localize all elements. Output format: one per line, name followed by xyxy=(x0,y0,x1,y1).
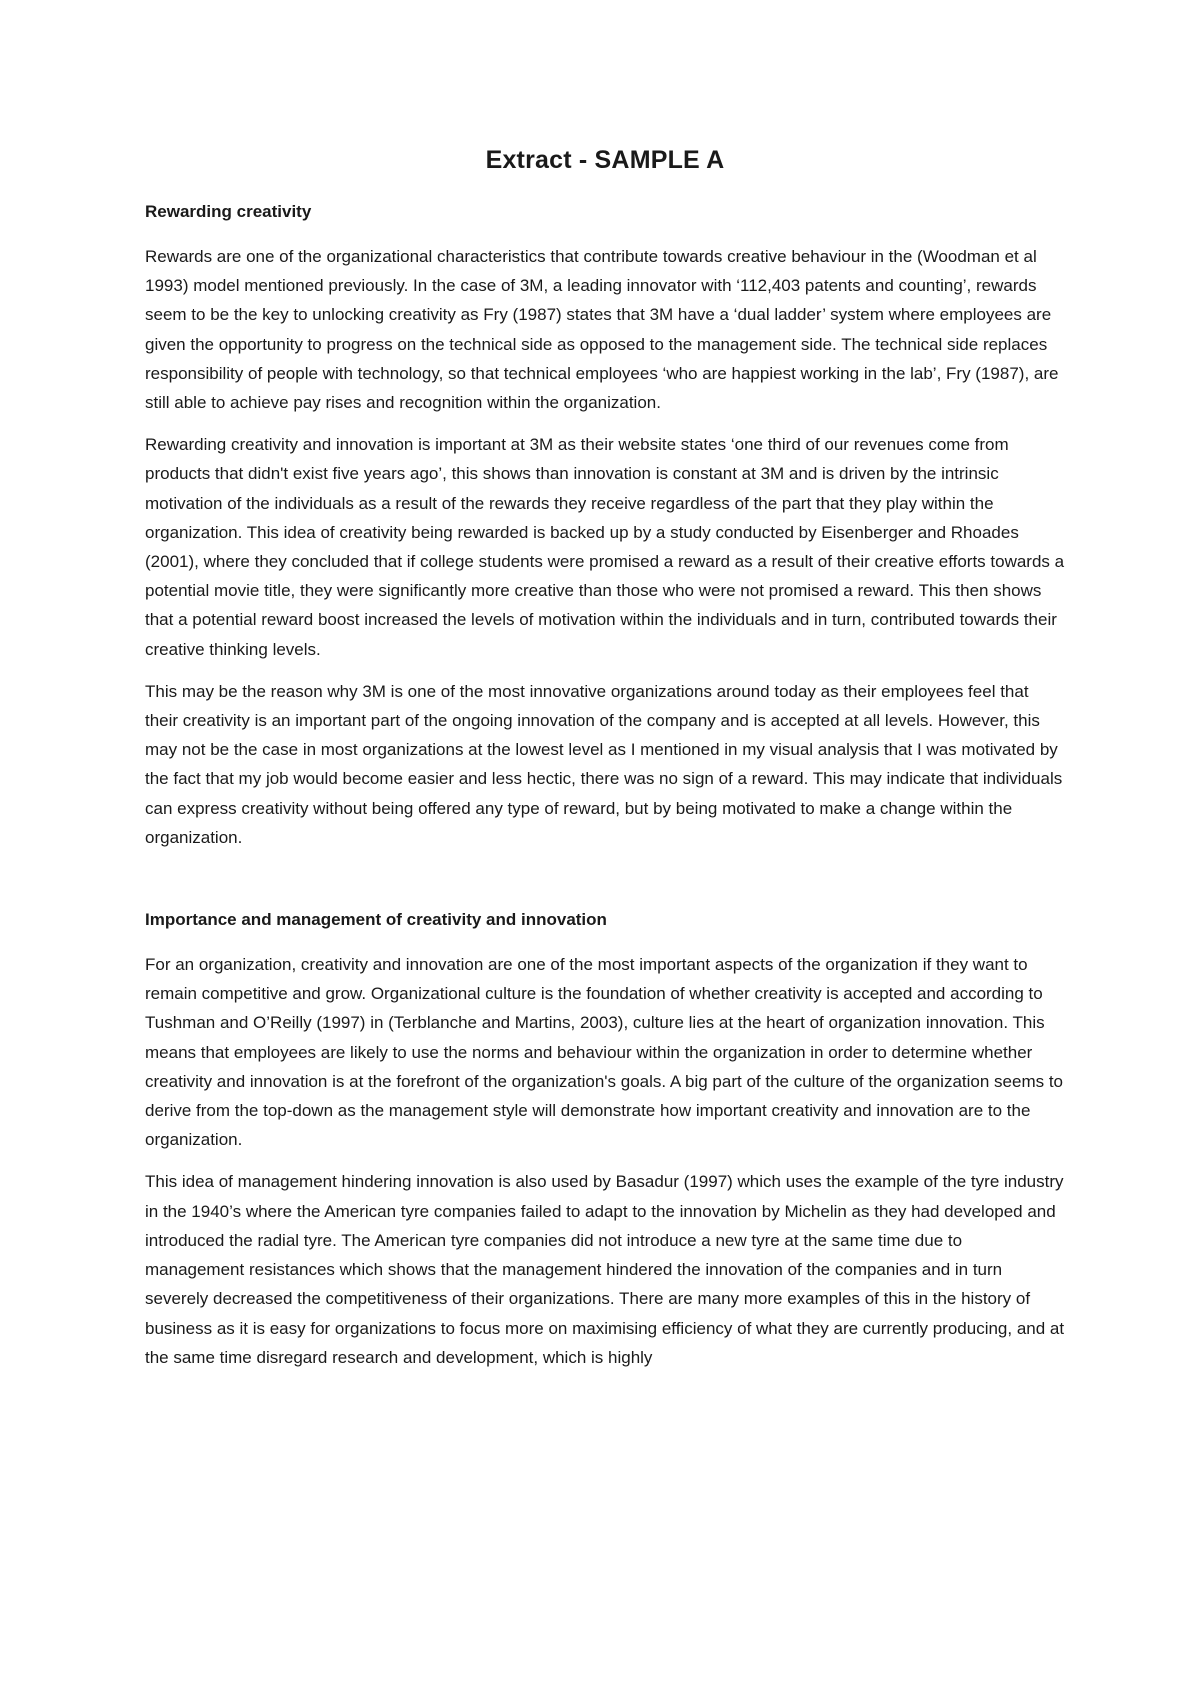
section-rewarding-creativity xyxy=(145,197,1065,852)
paragraph: Rewards are one of the organizational characteristics that contribute towards creative behaviour in the (Woodman et al 1993) model mentioned previously. In the case of 3M, a leading innovator with ‘112,403 patents and counting’, rewards seem to be the key to unlocking creativity as Fry (1987) states that 3M have a ‘dual ladder’ system where employees are given the opportunity to progress on the technical side as opposed to the management side. The technical side replaces responsibility of people with technology, so that technical employees ‘who are happiest working in the lab’, Fry (1987), are still able to achieve pay rises and recognition within the organization. xyxy=(145,247,1059,413)
paragraph: This idea of management hindering innovation is also used by Basadur (1997) which uses the example of the tyre industry in the 1940’s where the American tyre companies failed to adapt to the innovation by Michelin as they had developed and introduced the radial tyre. The American tyre companies did not introduce a new tyre at the same time due to management resistances which shows that the management hindered the innovation of the companies and in turn severely decreased the competitiveness of their organizations. There are many more examples of this in the history of business as it is easy for organizations to focus more on maximising efficiency of what they are currently producing, and at the same time disregard research and development, which is highly xyxy=(145,1172,1065,1367)
paragraph: This may be the reason why 3M is one of the most innovative organizations around today as their employees feel that their creativity is an important part of the ongoing innovation of the company and is accepted at all levels. However, this may not be the case in most organizations at the lowest level as I mentioned in my visual analysis that I was motivated by the fact that my job would become easier and less hectic, there was no sign of a reward. This may indicate that individuals can express creativity without being offered any type of reward, but by being motivated to make a change within the organization. xyxy=(145,681,1063,847)
section-spacer xyxy=(145,865,1065,905)
section-heading: Importance and management of creativity and innovation xyxy=(145,910,607,930)
document-title: Extract - SAMPLE A xyxy=(485,146,725,174)
section-importance-management xyxy=(145,905,1065,1372)
paragraph: For an organization, creativity and innovation are one of the most important aspects of the organization if they want to remain competitive and grow. Organizational culture is the foundation of whether creativity is accepted and according to Tushman and O’Reilly (1997) in (Terblanche and Martins, 2003), culture lies at the heart of organization innovation. This means that employees are likely to use the norms and behaviour within the organization in order to determine whether creativity and innovation is at the forefront of the organization's goals. A big part of the culture of the organization seems to derive from the top-down as the management style will demonstrate how important creativity and innovation are to the organization. xyxy=(145,955,1064,1150)
section-heading: Rewarding creativity xyxy=(145,202,312,221)
document-body xyxy=(145,146,1065,1385)
paragraph: Rewarding creativity and innovation is important at 3M as their website states ‘one third of our revenues come from products that didn't exist five years ago’, this shows than innovation is constant at 3M and is driven by the intrinsic motivation of the individuals as a result of the rewards they receive regardless of the part that they play within the organization. This idea of creativity being rewarded is backed up by a study conducted by Eisenberger and Rhoades (2001), where they concluded that if college students were promised a reward as a result of their creative efforts towards a potential movie title, they were significantly more creative than those who were not promised a reward. This then shows that a potential reward boost increased the levels of motivation within the individuals and in turn, contributed towards their creative thinking levels. xyxy=(145,435,1065,659)
